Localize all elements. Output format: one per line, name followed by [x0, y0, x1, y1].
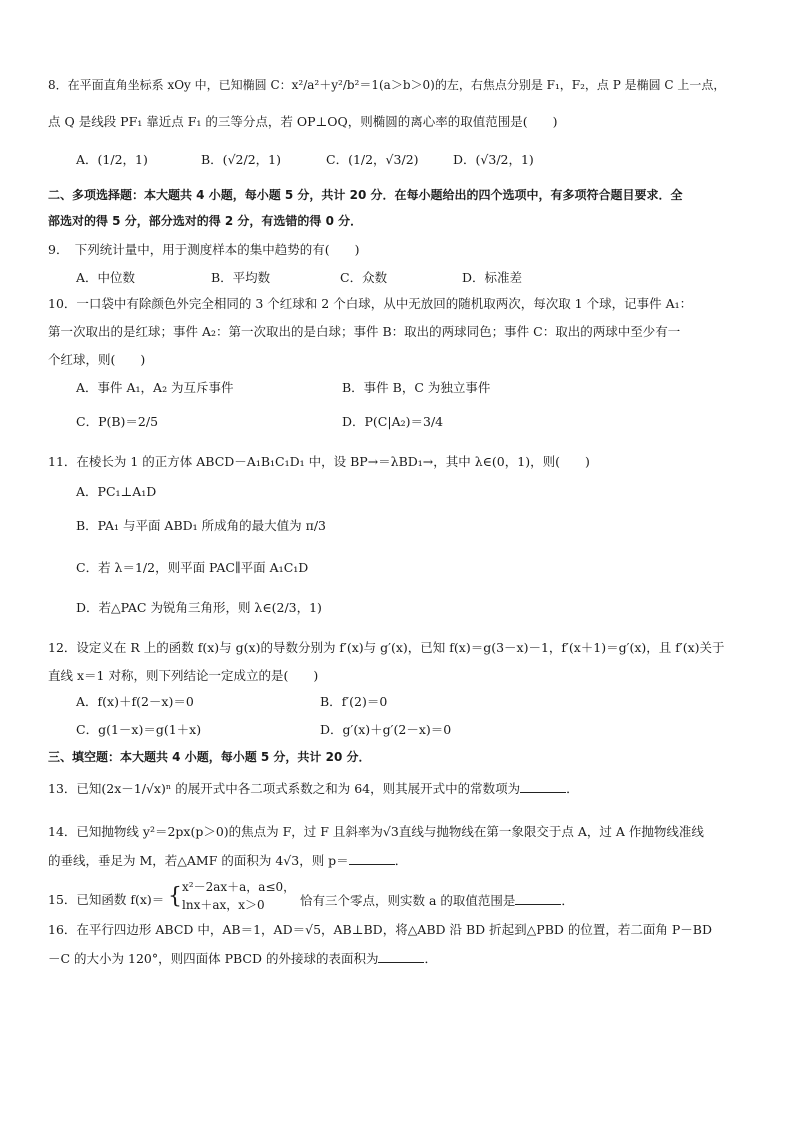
q9-options [76, 266, 756, 290]
q12-option-c: C．g(1－x)＝g(1＋x) [76, 722, 202, 737]
q10-option-a: A．事件 A₁，A₂ 为互斥事件 [76, 380, 234, 395]
section2-heading-line1: 二、多项选择题：本大题共 4 小题，每小题 5 分，共计 20 分．在每小题给出的四个选项中，有多项符合题目要求．全 [48, 188, 683, 202]
q14-line2: 的垂线，垂足为 M，若△AMF 的面积为 4√3，则 p＝ [48, 853, 349, 868]
q15-suffix: 恰有三个零点，则实数 a 的取值范围是 [300, 893, 516, 908]
q13-answer-blank [520, 778, 566, 793]
section3-heading: 三、填空题：本大题共 4 小题，每小题 5 分，共计 20 分． [48, 750, 371, 764]
q13-text: 13．已知(2x－1/√x)ⁿ 的展开式中各二项式系数之和为 64，则其展开式中的常数项为 [48, 781, 521, 796]
q12-line2: 直线 x＝1 对称，则下列结论一定成立的是( ) [48, 668, 319, 683]
q15-prefix: 15．已知函数 f(x)＝ [48, 892, 165, 907]
q15-answer-blank [515, 890, 561, 905]
q15-brace: { [168, 884, 182, 909]
q16-line1: 16．在平行四边形 ABCD 中，AB＝1，AD＝√5，AB⊥BD，将△ABD 沿 BD 折起到△PBD 的位置，若二面角 P－BD [48, 922, 712, 937]
q12-option-a: A．f(x)＋f(2－x)＝0 [76, 694, 194, 709]
q12-line1: 12．设定义在 R 上的函数 f(x)与 g(x)的导数分别为 f′(x)与 g′(x)，已知 f(x)＝g(3－x)－1，f′(x＋1)＝g′(x)，且 f′(x)关于 [48, 640, 725, 655]
q14-tail: ． [394, 853, 408, 868]
q10-option-d: D．P(C|A₂)＝3/4 [342, 414, 444, 429]
section2-heading-line2: 部选对的得 5 分，部分选对的得 2 分，有选错的得 0 分． [48, 214, 363, 228]
q8-line2: 点 Q 是线段 PF₁ 靠近点 F₁ 的三等分点，若 OP⊥OQ，则椭圆的离心率的取值范围是( ) [48, 114, 558, 129]
q9-option-c: C．众数 [340, 270, 388, 285]
q9-option-b: B．平均数 [211, 270, 271, 285]
q16-line2-wrap [48, 948, 437, 967]
q12-option-d: D．g′(x)＋g′(2－x)＝0 [320, 722, 452, 737]
q11-option-b: B．PA₁ 与平面 ABD₁ 所成角的最大值为 π/3 [76, 518, 327, 533]
q8-option-d: D．(√3/2，1) [453, 152, 534, 167]
q16-answer-blank [378, 948, 424, 963]
q8-options [76, 148, 756, 172]
q11-option-d: D．若△PAC 为锐角三角形，则 λ∈(2/3，1) [76, 600, 322, 615]
q12-options-row2 [76, 718, 756, 742]
q14-line1: 14．已知抛物线 y²＝2px(p＞0)的焦点为 F，过 F 且斜率为√3直线与抛物线在第一象限交于点 A，过 A 作抛物线准线 [48, 824, 704, 839]
q15-piece2: lnx＋ax，x＞0 [182, 898, 265, 912]
q14-line2-wrap [48, 850, 407, 869]
q12-options-row1 [76, 690, 756, 714]
q10-line3: 个红球，则( ) [48, 352, 146, 367]
q10-options-row2 [76, 410, 756, 434]
q16-tail: ． [424, 951, 437, 966]
q15-piece1: x²－2ax＋a，a≤0， [182, 880, 296, 894]
q9-option-d: D．标准差 [462, 270, 523, 285]
q8-line1: 8．在平面直角坐标系 xOy 中，已知椭圆 C：x²/a²＋y²/b²＝1(a＞b＞0)的左，右焦点分别是 F₁，F₂，点 P 是椭圆 C 上一点， [48, 78, 726, 92]
q10-line1: 10．一口袋中有除颜色外完全相同的 3 个红球和 2 个白球，从中无放回的随机取两次，每次取 1 个球，记事件 A₁： [48, 296, 693, 311]
q16-line2: －C 的大小为 120°，则四面体 PBCD 的外接球的表面积为 [48, 951, 379, 966]
q15-tail: ． [561, 893, 574, 908]
q14-answer-blank [349, 850, 395, 865]
q8-option-a: A．(1/2，1) [76, 152, 148, 167]
q10-line2: 第一次取出的是红球；事件 A₂：第一次取出的是白球；事件 B：取出的两球同色；事件 C：取出的两球中至少有一 [48, 324, 681, 339]
q8-option-c: C．(1/2，√3/2) [326, 152, 419, 167]
q10-option-c: C．P(B)＝2/5 [76, 414, 159, 429]
q11-option-a: A．PC₁⊥A₁D [76, 484, 157, 499]
q13-tail: ． [566, 781, 579, 796]
q13 [48, 778, 579, 797]
q12-option-b: B．f′(2)＝0 [320, 694, 388, 709]
q9-stem: 9． 下列统计量中，用于测度样本的集中趋势的有( ) [48, 242, 360, 257]
q10-option-b: B．事件 B，C 为独立事件 [342, 380, 491, 395]
q9-option-a: A．中位数 [76, 270, 136, 285]
q11-stem: 11．在棱长为 1 的正方体 ABCD－A₁B₁C₁D₁ 中，设 BP→＝λBD₁→，其中 λ∈(0，1)，则( ) [48, 454, 590, 469]
q10-options-row1 [76, 376, 756, 400]
q8-option-b: B．(√2/2，1) [201, 152, 281, 167]
q15-suffix-wrap [300, 890, 574, 909]
q11-option-c: C．若 λ＝1/2，则平面 PAC∥平面 A₁C₁D [76, 560, 309, 575]
